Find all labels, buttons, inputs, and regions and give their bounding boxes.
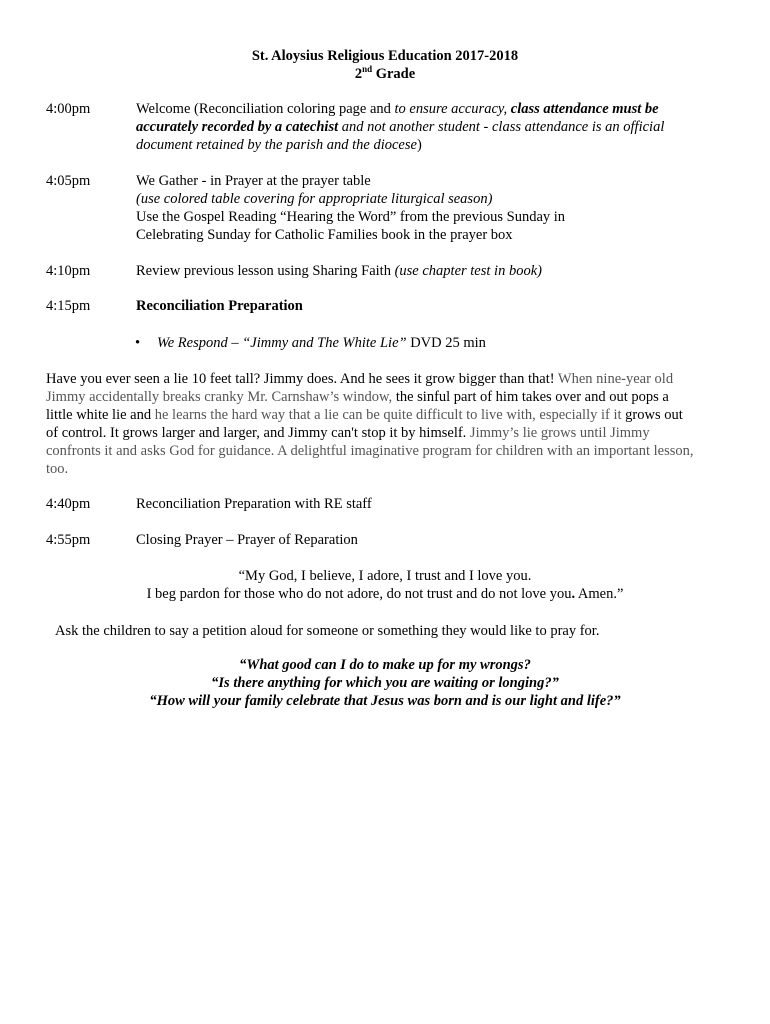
time-label: 4:40pm <box>46 496 91 512</box>
text-span: Amen.” <box>575 586 624 602</box>
text-span: I beg pardon for those who do not adore, do not trust and do not love you <box>146 586 572 602</box>
grade-heading <box>0 65 770 83</box>
text-line: (use colored table covering for appropriate liturgical season) <box>136 191 493 207</box>
document-title: St. Aloysius Religious Education 2017-2018 <box>251 48 519 64</box>
time-label: 4:55pm <box>46 532 91 548</box>
text-line: We Gather - in Prayer at the prayer table <box>136 173 371 189</box>
text-span: Welcome (Reconciliation coloring page and <box>136 101 395 117</box>
schedule-text <box>136 262 746 280</box>
grade-number: 2 <box>354 66 363 82</box>
grade-word: Grade <box>372 66 416 82</box>
text-line: Celebrating Sunday for Catholic Families book in the prayer box <box>136 227 513 243</box>
dvd-duration: DVD 25 min <box>406 335 486 351</box>
text-span: (use chapter test in book) <box>394 263 542 279</box>
dvd-description <box>46 370 736 478</box>
text-line: too. <box>46 461 69 477</box>
text-span: When nine-year old <box>557 371 674 387</box>
schedule-text: Reconciliation Preparation with RE staff <box>136 496 372 512</box>
reflection-question-2: “Is there anything for which you are waiting or longing?” <box>211 675 559 691</box>
text-span: Have you ever seen a lie 10 feet tall? Jimmy does. And he sees it grow bigger than that! <box>46 371 558 387</box>
text-line <box>46 424 736 442</box>
time-label: 4:15pm <box>46 298 91 314</box>
text-span: . <box>571 586 576 602</box>
text-span: class attendance must be <box>510 101 659 117</box>
text-span: ) <box>416 137 422 153</box>
grade-suffix: nd <box>362 64 373 75</box>
text-line <box>136 262 746 280</box>
time-label: 4:10pm <box>46 263 91 279</box>
text-line <box>46 370 736 388</box>
text-span: the sinful part of him takes over and out pops a <box>395 389 669 405</box>
schedule-text <box>136 172 746 244</box>
text-span: to ensure accuracy, <box>394 101 511 117</box>
dvd-title: We Respond – “Jimmy and The White Lie” <box>157 335 407 351</box>
text-line <box>46 406 736 424</box>
text-span: of control. It grows larger and larger, and Jimmy can't stop it by himself. <box>46 425 470 441</box>
text-line <box>136 136 746 154</box>
prayer-line-1: “My God, I believe, I adore, I trust and I love you. <box>238 568 532 584</box>
text-span: Review previous lesson using Sharing Faith <box>136 263 395 279</box>
time-label: 4:05pm <box>46 173 91 189</box>
reflection-question-1: “What good can I do to make up for my wrongs? <box>239 657 531 673</box>
text-span: grows out <box>625 407 683 423</box>
text-span: little white lie and <box>46 407 155 423</box>
bullet-item-dvd <box>135 334 735 352</box>
text-span: he learns the hard way that a lie can be quite difficult to live with, especially if it <box>154 407 626 423</box>
time-label: 4:00pm <box>46 101 91 117</box>
text-line: confronts it and asks God for guidance. A delightful imaginative program for children with an important lesson, <box>46 443 694 459</box>
text-line <box>136 118 746 136</box>
text-line <box>46 388 736 406</box>
text-span: Jimmy’s lie grows until Jimmy <box>469 425 650 441</box>
text-line <box>136 100 746 118</box>
reflection-question-3: “How will your family celebrate that Jesus was born and is our light and life?” <box>149 693 621 709</box>
text-span: and not another student - class attendance is an official <box>338 119 665 135</box>
text-span: document retained by the parish and the diocese <box>136 137 417 153</box>
schedule-text: Reconciliation Preparation <box>136 298 303 314</box>
text-span: Jimmy accidentally breaks cranky Mr. Carnshaw’s window, <box>46 389 396 405</box>
petition-instruction: Ask the children to say a petition aloud for someone or something they would like to pray for. <box>55 623 600 639</box>
text-span: accurately recorded by a catechist <box>136 119 339 135</box>
text-line: Use the Gospel Reading “Hearing the Word” from the previous Sunday in <box>136 209 566 225</box>
prayer-line-2 <box>0 585 770 603</box>
schedule-text <box>136 100 746 154</box>
bullet-icon: • <box>135 335 141 351</box>
schedule-text: Closing Prayer – Prayer of Reparation <box>136 532 358 548</box>
